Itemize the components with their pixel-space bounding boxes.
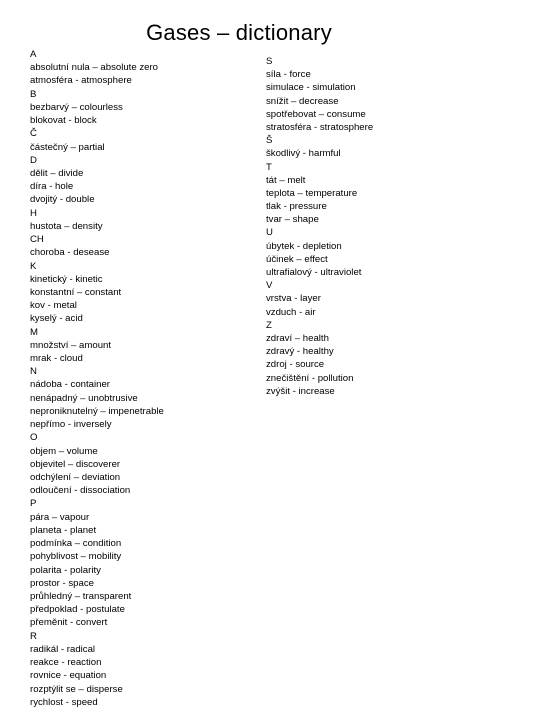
letter-heading: N [30, 366, 37, 378]
dictionary-entry: atmosféra - atmosphere [30, 75, 132, 87]
dictionary-entry: pára – vapour [30, 511, 90, 523]
dictionary-entry: nádoba - container [30, 379, 111, 391]
dictionary-entry: dvojitý - double [30, 194, 95, 206]
dictionary-entry: reakce - reaction [30, 657, 102, 669]
dictionary-entry: choroba - desease [30, 247, 110, 259]
dictionary-entry: nenápadný – unobtrusive [30, 392, 138, 404]
letter-heading: V [266, 280, 273, 292]
letter-heading: D [30, 154, 37, 166]
dictionary-entry: síla - force [266, 69, 311, 81]
dictionary-entry: škodlivý - harmful [266, 148, 341, 160]
dictionary-entry: polarita - polarity [30, 564, 101, 576]
dictionary-entry: tát – melt [266, 174, 306, 186]
letter-heading: Z [266, 319, 272, 331]
dictionary-entry: rozptýlit se – disperse [30, 683, 123, 695]
letter-heading: H [30, 207, 37, 219]
letter-heading: B [30, 88, 37, 100]
dictionary-entry: kov - metal [30, 300, 77, 312]
letter-heading: U [266, 227, 273, 239]
dictionary-column-right [266, 55, 486, 398]
dictionary-entry: úbytek - depletion [266, 240, 342, 252]
dictionary-entry: tvar – shape [266, 214, 319, 226]
letter-heading: T [266, 161, 272, 173]
dictionary-entry: teplota – temperature [266, 187, 358, 199]
letter-heading: A [30, 49, 37, 60]
dictionary-entry: ultrafialový - ultraviolet [266, 267, 362, 278]
dictionary-entry: nepřímo - inversely [30, 419, 112, 431]
letter-heading: K [30, 260, 37, 272]
dictionary-entry: odloučení - dissociation [30, 485, 131, 497]
dictionary-entry: díra - hole [30, 181, 74, 193]
dictionary-entry: objem – volume [30, 445, 98, 457]
dictionary-entry: mrak - cloud [30, 353, 83, 365]
page-title: Gases – dictionary [146, 20, 332, 45]
dictionary-entry: planeta - planet [30, 524, 97, 536]
letter-heading: CH [30, 234, 44, 246]
dictionary-entry: odchýlení – deviation [30, 472, 121, 483]
dictionary-entry: vrstva - layer [266, 293, 321, 305]
dictionary-entry: zdraví – health [266, 332, 329, 344]
dictionary-entry: zdroj - source [266, 359, 325, 371]
dictionary-entry: simulace - simulation [266, 82, 356, 94]
letter-heading: M [30, 326, 38, 338]
dictionary-entry: neproniknutelný – impenetrable [30, 405, 164, 417]
letter-heading: O [30, 432, 38, 444]
dictionary-entry: hustota – density [30, 220, 103, 232]
dictionary-entry: množství – amount [30, 339, 112, 351]
dictionary-entry: účinek – effect [266, 253, 328, 265]
letter-heading: Č [30, 128, 37, 140]
dictionary-entry: podmínka – condition [30, 538, 122, 550]
dictionary-entry: kinetický - kinetic [30, 273, 103, 285]
dictionary-entry: předpoklad - postulate [30, 604, 125, 616]
dictionary-entry: vzduch - air [266, 306, 316, 318]
dictionary-entry: průhledný – transparent [30, 590, 132, 602]
letter-heading: Š [266, 135, 273, 147]
letter-heading: R [30, 630, 37, 642]
dictionary-entry: absolutní nula – absolute zero [30, 62, 159, 74]
dictionary-entry: zdravý - healthy [266, 346, 334, 358]
dictionary-entry: pohyblivost – mobility [30, 551, 122, 563]
dictionary-entry: kyselý - acid [30, 313, 83, 325]
dictionary-entry: spotřebovat – consume [266, 108, 366, 120]
dictionary-entry: znečištění - pollution [266, 372, 354, 384]
dictionary-entry: blokovat - block [30, 115, 97, 127]
dictionary-column-left [30, 48, 230, 709]
letter-heading: S [266, 56, 273, 67]
dictionary-entry: rovnice - equation [30, 670, 107, 682]
dictionary-entry: konstantní – constant [30, 286, 122, 298]
dictionary-entry: objevitel – discoverer [30, 458, 121, 470]
dictionary-entry: rychlost - speed [30, 696, 98, 708]
letter-heading: P [30, 498, 37, 510]
dictionary-entry: radikál - radical [30, 643, 96, 655]
dictionary-entry: prostor - space [30, 577, 94, 589]
dictionary-entry: dělit – divide [30, 167, 84, 179]
dictionary-entry: tlak - pressure [266, 201, 327, 213]
dictionary-entry: bezbarvý – colourless [30, 101, 123, 113]
dictionary-entry: částečný – partial [30, 141, 105, 153]
dictionary-entry: snížit – decrease [266, 95, 339, 107]
dictionary-entry: stratosféra - stratosphere [266, 121, 374, 133]
dictionary-entry: přeměnit - convert [30, 617, 108, 629]
dictionary-entry: zvýšit - increase [266, 385, 335, 397]
